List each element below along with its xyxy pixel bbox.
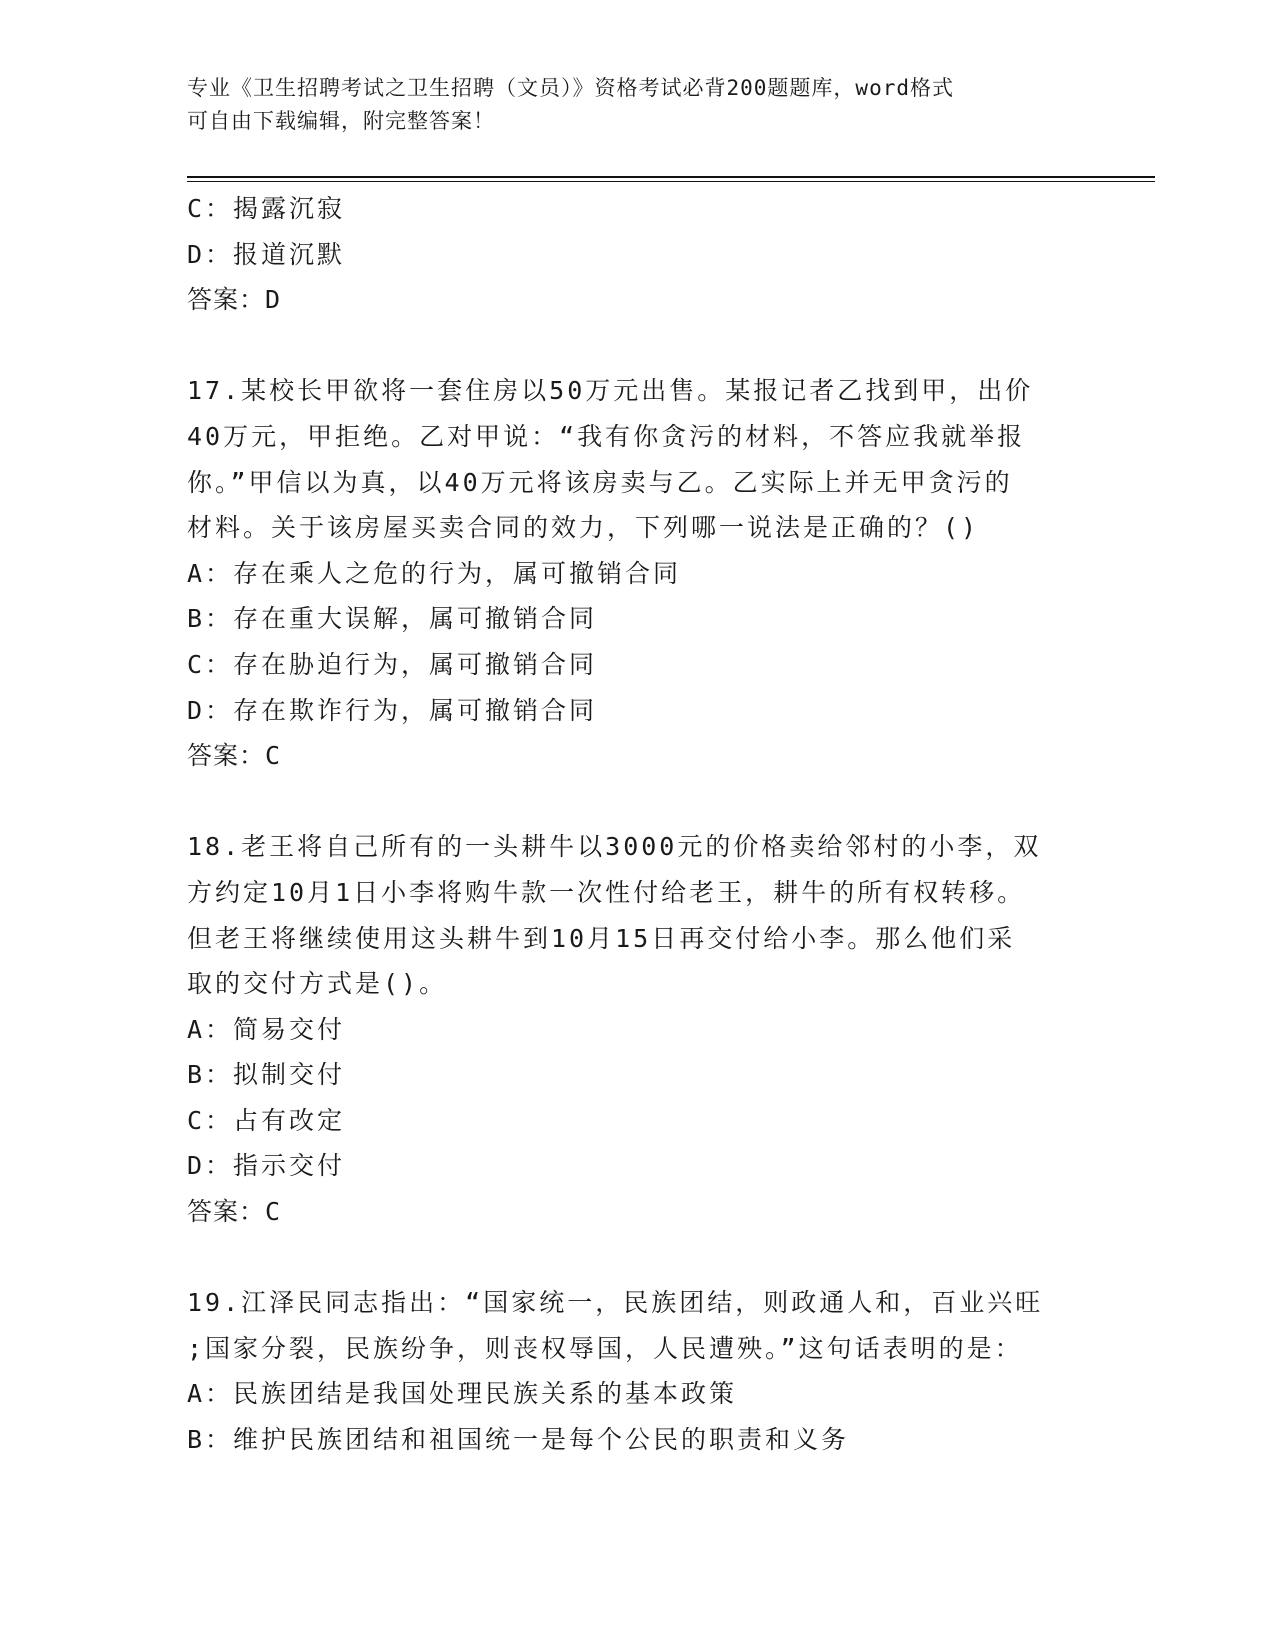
option-a: A：简易交付 <box>187 1014 346 1044</box>
question-stem-line: 材料。关于该房屋买卖合同的效力，下列哪一说法是正确的？() <box>187 513 980 543</box>
option-b: B：存在重大误解，属可撤销合同 <box>187 604 598 634</box>
question-stem-line: 但老王将继续使用这头耕牛到10月15日再交付给小李。那么他们采 <box>187 923 1016 953</box>
header-divider-thin <box>187 181 1155 182</box>
question-stem-line: 17.某校长甲欲将一套住房以50万元出售。某报记者乙找到甲，出价 <box>187 376 1034 406</box>
option-a: A：民族团结是我国处理民族关系的基本政策 <box>187 1379 738 1409</box>
option-c: C：揭露沉寂 <box>187 194 346 223</box>
option-d: D：报道沉默 <box>187 239 346 269</box>
option-a: A：存在乘人之危的行为，属可撤销合同 <box>187 558 682 588</box>
question-stem-line: 18.老王将自己所有的一头耕牛以3000元的价格卖给邻村的小李，双 <box>187 832 1042 862</box>
document-header <box>187 72 1067 138</box>
question-stem-line: 你。”甲信以为真，以40万元将该房卖与乙。乙实际上并无甲贪污的 <box>187 467 1013 497</box>
spacer <box>187 1235 1087 1281</box>
option-c: C：占有改定 <box>187 1105 346 1135</box>
header-line-2: 可自由下载编辑，附完整答案！ <box>187 109 495 133</box>
option-c: C：存在胁迫行为，属可撤销合同 <box>187 649 598 679</box>
question-17 <box>187 368 1087 778</box>
question-stem-line: 方约定10月1日小李将购牛款一次性付给老王，耕牛的所有权转移。 <box>187 877 1026 907</box>
prev-question-block <box>187 186 1087 323</box>
answer-line: 答案：D <box>187 285 282 315</box>
option-d: D：指示交付 <box>187 1151 346 1181</box>
option-d: D：存在欺诈行为，属可撤销合同 <box>187 695 598 725</box>
answer-line: 答案：C <box>187 1197 282 1227</box>
question-stem-line: 40万元，甲拒绝。乙对甲说：“我有你贪污的材料，不答应我就举报 <box>187 421 1026 451</box>
option-b: B：拟制交付 <box>187 1060 346 1090</box>
spacer <box>187 323 1087 369</box>
question-stem-line: 19.江泽民同志指出：“国家统一，民族团结，则政通人和，百业兴旺 <box>187 1288 1044 1318</box>
question-list <box>187 186 1087 1463</box>
question-19 <box>187 1280 1087 1462</box>
header-divider-thick <box>187 176 1155 178</box>
option-b: B：维护民族团结和祖国统一是每个公民的职责和义务 <box>187 1425 850 1455</box>
question-stem-line: ;国家分裂，民族纷争，则丧权辱国，人民遭殃。”这句话表明的是： <box>187 1333 1023 1363</box>
question-18 <box>187 824 1087 1234</box>
question-stem-line: 取的交付方式是()。 <box>187 969 448 999</box>
answer-line: 答案：C <box>187 741 282 771</box>
header-line-1: 专业《卫生招聘考试之卫生招聘（文员）》资格考试必背200题题库，word格式 <box>187 76 954 100</box>
spacer <box>187 779 1087 825</box>
